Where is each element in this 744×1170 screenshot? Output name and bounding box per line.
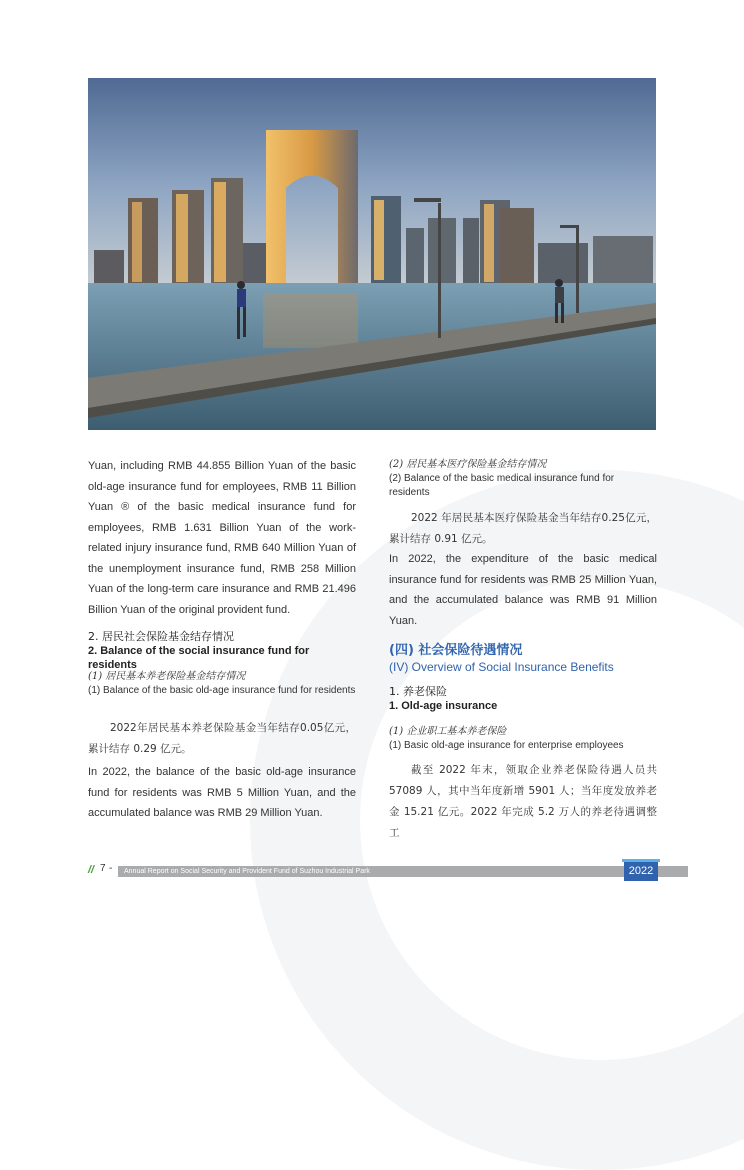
section-title-en: (IV) Overview of Social Insurance Benefits: [389, 660, 614, 674]
intro-paragraph: Yuan, including RMB 44.855 Billion Yuan of the basic old-age insurance fund for employees, RMB 11 Billion Yuan ® of the basic medical insurance fund for employees, RMB 1.631 Billion Yuan of the work-related injury insurance fund, RMB 640 Million Yuan of the unemployment insurance fund, RMB 258 Million Yuan of the long-term care insurance and RMB 21.496 Billion Yuan of the original provident fund.: [88, 460, 356, 616]
cn-paragraph: 截至 2022 年末，领取企业养老保险待遇人员共 57089 人，其中当年度新增 5901 人；当年度发放养老金 15.21 亿元。2022 年完成 5.2 万人的养老待遇调整工: [389, 764, 657, 839]
heading-cn: 1. 养老保险: [389, 685, 447, 698]
left-column: [88, 456, 356, 620]
page-number: 7: [100, 863, 106, 874]
old-age-heading: [389, 685, 657, 713]
right-cn-paragraph2-block: [389, 760, 657, 844]
heading-en: 2. Balance of the social insurance fund for residents: [88, 645, 310, 671]
skyline-photo: [88, 78, 656, 430]
left-en-paragraph-block: [88, 762, 356, 824]
left-cn-paragraph-block: [88, 718, 356, 760]
page-dash: -: [109, 863, 113, 874]
section-four-heading: [389, 642, 657, 675]
page-marks: //: [88, 864, 95, 876]
right-en-paragraph-block: [389, 549, 657, 631]
en-paragraph: In 2022, the balance of the basic old-age insurance fund for residents was RMB 5 Million Yuan, and the accumulated balance was RMB 29 Million Yuan.: [88, 766, 356, 819]
cn-paragraph: 2022年居民基本养老保险基金当年结存0.05亿元，累计结存 0.29 亿元。: [88, 722, 356, 755]
left-section-heading: [88, 630, 356, 672]
year-badge: 2022: [624, 862, 658, 881]
subheading-cn: (1) 企业职工基本养老保险: [389, 726, 507, 737]
section-title-cn: (四) 社会保险待遇情况: [389, 643, 523, 658]
subheading-en: (1) Basic old-age insurance for enterprise employees: [389, 740, 624, 751]
enterprise-subsection: [389, 725, 657, 753]
subheading-en: (2) Balance of the basic medical insurance fund for residents: [389, 473, 615, 498]
right-cn-paragraph-block: [389, 508, 657, 550]
subheading-cn: (2) 居民基本医疗保险基金结存情况: [389, 459, 547, 470]
footer-report-title: Annual Report on Social Security and Provident Fund of Suzhou Industrial Park: [124, 868, 370, 875]
cn-paragraph: 2022 年居民基本医疗保险基金当年结存0.25亿元，累计结存 0.91 亿元。: [389, 512, 657, 545]
subheading-cn: (1) 居民基本养老保险基金结存情况: [88, 671, 246, 682]
subheading-en: (1) Balance of the basic old-age insurance fund for residents: [88, 685, 356, 696]
heading-cn: 2. 居民社会保险基金结存情况: [88, 630, 234, 643]
en-paragraph: In 2022, the expenditure of the basic medical insurance fund for residents was RMB 25 Million Yuan, and the accumulated balance was RMB 91 Million Yuan.: [389, 553, 657, 627]
heading-en: 1. Old-age insurance: [389, 700, 498, 712]
left-subsection: [88, 670, 356, 698]
skyline-illustration: [88, 78, 656, 430]
right-subsection: [389, 458, 657, 500]
